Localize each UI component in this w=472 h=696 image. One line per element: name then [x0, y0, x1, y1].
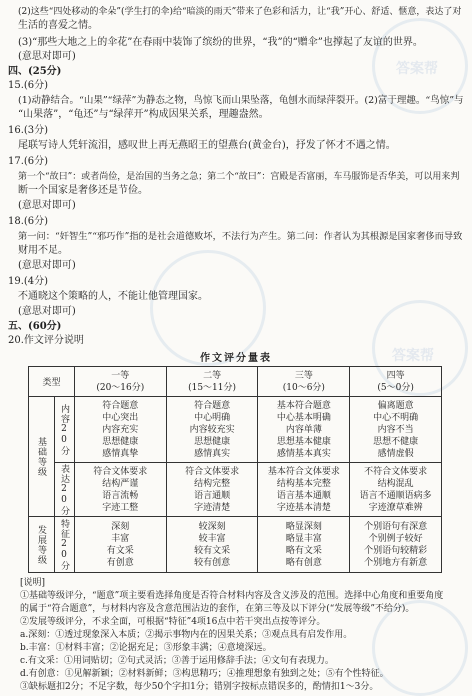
text-line: (2)这些“四处移动的伞朵”(学生打的伞)给“暗淡的雨天”带来了色彩和活力，让“我”开心、舒适、惬意，表达了对	[18, 7, 462, 17]
text-line: (意思对即可)	[18, 200, 76, 211]
cell-text: 较深刻	[198, 521, 226, 532]
grade-header	[258, 367, 350, 397]
cell-text: 字迹潦草难辨	[368, 502, 423, 513]
row-label: 特征20分	[54, 517, 74, 573]
table-cell	[350, 517, 442, 573]
table-cell	[258, 463, 350, 517]
cell-text: 有创意	[106, 557, 134, 568]
cell-text: 略显丰富	[285, 533, 322, 544]
table-cell	[350, 397, 442, 463]
table-cell	[166, 463, 258, 517]
cell-text: 内容较充实	[189, 424, 235, 435]
grade-range: (20～16分)	[96, 382, 145, 393]
cell-text: 字迹基本清楚	[276, 502, 331, 513]
cell-text: 深刻	[111, 521, 130, 532]
cell-text: 思想不健康	[373, 436, 419, 447]
text-line: 断一个国家是奢侈还是节俭。	[18, 185, 148, 196]
text-line: (1)动静结合。“山果”“绿萍”为静态之物，鸟惊飞而山果坠落，龟刨水而绿萍裂开。(2)富于理趣。“鸟惊”与	[18, 95, 464, 106]
grade-header	[166, 367, 258, 397]
cell-text: 符合文体要求	[185, 466, 240, 477]
cell-text: 偏离题意	[377, 400, 414, 411]
text-line: (意思对即可)	[18, 260, 76, 271]
cell-text: 较有文采	[194, 545, 231, 556]
text-line: (意思对即可)	[18, 51, 76, 62]
table-cell	[166, 517, 258, 573]
dev-level-label: 发展等级	[29, 517, 55, 573]
row-label: 内容20分	[54, 397, 74, 463]
cell-text: 感情基本真实	[276, 448, 331, 459]
cell-text: 有文采	[106, 545, 134, 556]
text-line: “山果落”，“龟还”与“绿萍开”构成因果关系，理趣盎然。	[18, 109, 269, 120]
cell-text: 结构完整	[194, 478, 231, 489]
cell-text: 中心不明确	[373, 412, 419, 423]
cell-text: 感情虚假	[377, 448, 414, 459]
basic-level-label: 基础等级	[29, 397, 55, 517]
grade-name: 三等	[294, 370, 313, 381]
cell-text: 较有创意	[194, 557, 231, 568]
cell-text: 语言不通顺语病多	[359, 490, 432, 501]
cell-text: 语言基本通顺	[276, 490, 331, 501]
note-line: ③缺标题扣2分；不足字数，每少50个字扣1分；错别字按标点错误多的，酌情扣1～3分。	[20, 682, 379, 692]
note-line: ②发展等级评分，不求全面，可根据“特征”4项16点中若干突出点按等评分。	[20, 617, 326, 627]
type-header: 类型	[29, 367, 75, 397]
note-line: c.有文采：①用词贴切；②句式灵活；③善于运用修辞手法；④文句有表现力。	[20, 656, 334, 666]
cell-text: 语言通顺	[194, 490, 231, 501]
note-line: d.有创意：①见解新颖；②材料新鲜；③构思精巧；④推理想象有独到之处；⑤有个性特征。	[20, 669, 389, 679]
cell-text: 思想健康	[194, 436, 231, 447]
text-line: 尾联写诗人凭轩流泪，感叹世上再无燕昭王的望燕台(黄金台)，抒发了怀才不遇之情。	[18, 140, 396, 151]
cell-text: 字迹清楚	[194, 502, 231, 513]
cell-text: 中心突出	[102, 412, 139, 423]
cell-text: 内容充实	[102, 424, 139, 435]
notes-heading: [说明]	[20, 578, 46, 588]
cell-text: 符合题意	[102, 400, 139, 411]
section-heading: 五、(60分)	[8, 321, 62, 332]
grade-name: 四等	[386, 370, 405, 381]
row-label: 表达20分	[54, 463, 74, 517]
scoring-table	[28, 366, 442, 573]
table-header-row	[29, 367, 442, 397]
text-line: 生活的喜爱之情。	[18, 20, 98, 31]
cell-text: 内容单薄	[285, 424, 322, 435]
cell-text: 个别地方有新意	[364, 557, 428, 568]
cell-text: 中心基本明确	[276, 412, 331, 423]
question-number: 15.(6分)	[8, 80, 49, 91]
cell-text: 内容不当	[377, 424, 414, 435]
cell-text: 个别语句有深意	[364, 521, 428, 532]
table-cell	[258, 517, 350, 573]
table-cell	[74, 397, 166, 463]
cell-text: 中心明确	[194, 412, 231, 423]
table-title: 作文评分量表	[200, 353, 272, 364]
grade-name: 二等	[203, 370, 222, 381]
table-cell	[74, 463, 166, 517]
question-number: 17.(6分)	[8, 156, 49, 167]
note-line: ①基础等级评分，“题意”项主要看选择角度是否符合材料内容及含义涉及的范围。选择中心角度和重要角度	[20, 591, 444, 601]
cell-text: 结构基本完整	[276, 478, 331, 489]
question-number: 19.(4分)	[8, 276, 49, 287]
table-cell	[74, 517, 166, 573]
cell-text: 基本符合文体要求	[267, 466, 340, 477]
cell-text: 丰富	[111, 533, 130, 544]
watermark-text: 答案帮	[392, 348, 434, 364]
text-line: 财用不足。	[18, 245, 68, 256]
note-line: a.深刻：①透过现象深入本质；②揭示事物内在的因果关系；③观点具有启发作用。	[20, 630, 353, 640]
grade-range: (15～11分)	[188, 382, 237, 393]
cell-text: 感情真挚	[102, 448, 139, 459]
cell-text: 个别例子较好	[368, 533, 423, 544]
grade-header	[74, 367, 166, 397]
note-line: 的属于“符合题意”，与材料内容及含意范围沾边的套作，在第三等及以下评分(“发展等级”不给分)。	[20, 604, 415, 614]
cell-text: 语言流畅	[102, 490, 139, 501]
section-heading: 四、(25分)	[8, 66, 62, 77]
text-line: (意思对即可)	[18, 306, 76, 317]
question-number: 18.(6分)	[8, 216, 49, 227]
table-cell	[166, 397, 258, 463]
text-line: (3)“那些大地之上的伞花”在春雨中装饰了缤纷的世界，“我”的“赠伞”也撑起了友谊的世界。	[18, 37, 423, 48]
grade-range: (5～0分)	[377, 382, 414, 393]
grade-range: (10～6分)	[282, 382, 325, 393]
cell-text: 较丰富	[198, 533, 226, 544]
table-row	[29, 463, 442, 517]
grade-header	[350, 367, 442, 397]
cell-text: 略显深刻	[285, 521, 322, 532]
cell-text: 结构混乱	[377, 478, 414, 489]
cell-text: 符合题意	[194, 400, 231, 411]
cell-text: 基本符合题意	[276, 400, 331, 411]
text-line: 第一问：“奸智生”“邪巧作”指的是社会道德败坏，不法行为产生。第二问：作者认为其根源是国家奢侈而导致	[18, 231, 463, 242]
question-number: 16.(3分)	[8, 125, 49, 136]
cell-text: 结构严谨	[102, 478, 139, 489]
cell-text: 字迹工整	[102, 502, 139, 513]
cell-text: 略有创意	[285, 557, 322, 568]
cell-text: 个别语句较精彩	[364, 545, 428, 556]
text-line: 不通晓这个策略的人，不能让他管理国家。	[18, 291, 208, 302]
cell-text: 感情真实	[194, 448, 231, 459]
cell-text: 不符合文体要求	[364, 466, 428, 477]
question-number: 20.作文评分说明	[8, 335, 84, 346]
watermark-text: 答案帮	[396, 61, 438, 77]
cell-text: 思想健康	[102, 436, 139, 447]
note-line: b.丰富：①材料丰富；②论据充足；③形象丰满；④意境深远。	[20, 643, 272, 653]
table-row	[29, 397, 442, 463]
table-row	[29, 517, 442, 573]
table-cell	[350, 463, 442, 517]
table-cell	[258, 397, 350, 463]
cell-text: 符合文体要求	[93, 466, 148, 477]
scoring-notes	[20, 577, 460, 694]
text-line: 第一个“故曰”：或者尚俭，是治国的当务之急；第二个“故曰”：宫殿是否富丽，车马服饰是否华美，可以用来判	[18, 172, 460, 182]
grade-name: 一等	[111, 370, 130, 381]
cell-text: 略有文采	[285, 545, 322, 556]
cell-text: 思想基本健康	[276, 436, 331, 447]
